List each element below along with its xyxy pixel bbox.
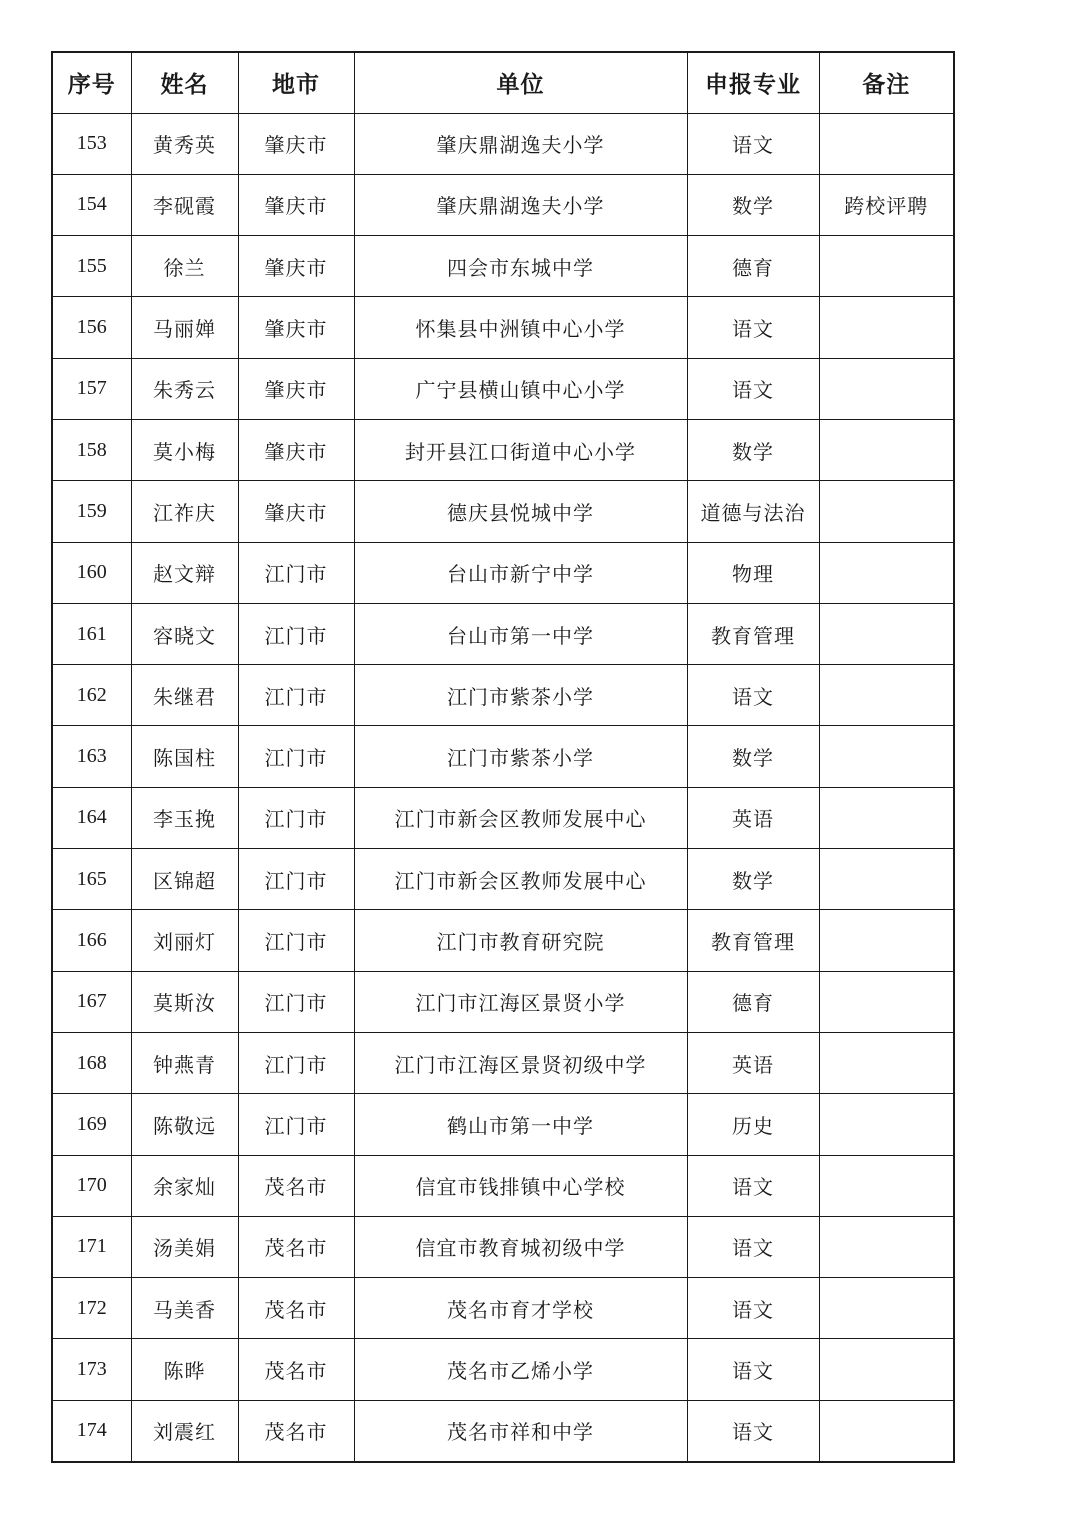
cell-note	[819, 1094, 954, 1155]
cell-unit: 茂名市育才学校	[354, 1278, 687, 1339]
table-row	[52, 910, 954, 971]
cell-index: 172	[52, 1278, 131, 1339]
cell-major: 数学	[687, 726, 819, 787]
cell-city: 茂名市	[238, 1155, 354, 1216]
cell-name: 赵文辩	[131, 542, 238, 603]
table-row	[52, 236, 954, 297]
cell-note	[819, 481, 954, 542]
cell-city: 江门市	[238, 1032, 354, 1093]
cell-unit: 鹤山市第一中学	[354, 1094, 687, 1155]
cell-note	[819, 236, 954, 297]
cell-name: 李玉挽	[131, 787, 238, 848]
cell-index: 164	[52, 787, 131, 848]
cell-city: 茂名市	[238, 1339, 354, 1400]
table-row	[52, 542, 954, 603]
cell-major: 德育	[687, 236, 819, 297]
cell-major: 数学	[687, 419, 819, 480]
cell-city: 江门市	[238, 971, 354, 1032]
cell-name: 区锦超	[131, 849, 238, 910]
cell-major: 语文	[687, 113, 819, 174]
cell-city: 肇庆市	[238, 358, 354, 419]
cell-note	[819, 1400, 954, 1461]
cell-name: 马丽婵	[131, 297, 238, 358]
cell-city: 肇庆市	[238, 236, 354, 297]
cell-index: 167	[52, 971, 131, 1032]
cell-unit: 茂名市乙烯小学	[354, 1339, 687, 1400]
cell-index: 163	[52, 726, 131, 787]
cell-note	[819, 1155, 954, 1216]
cell-major: 语文	[687, 358, 819, 419]
cell-major: 语文	[687, 1216, 819, 1277]
cell-note	[819, 1216, 954, 1277]
cell-unit: 台山市新宁中学	[354, 542, 687, 603]
cell-note	[819, 1339, 954, 1400]
cell-index: 157	[52, 358, 131, 419]
table-row	[52, 174, 954, 235]
header-city: 地市	[238, 52, 354, 113]
cell-unit: 江门市新会区教师发展中心	[354, 787, 687, 848]
cell-name: 莫小梅	[131, 419, 238, 480]
cell-note	[819, 113, 954, 174]
header-note: 备注	[819, 52, 954, 113]
cell-index: 159	[52, 481, 131, 542]
cell-city: 肇庆市	[238, 174, 354, 235]
cell-city: 肇庆市	[238, 481, 354, 542]
cell-unit: 信宜市钱排镇中心学校	[354, 1155, 687, 1216]
table-row	[52, 113, 954, 174]
table-row	[52, 297, 954, 358]
table-row	[52, 849, 954, 910]
cell-major: 教育管理	[687, 603, 819, 664]
cell-major: 物理	[687, 542, 819, 603]
header-unit: 单位	[354, 52, 687, 113]
cell-unit: 江门市紫茶小学	[354, 726, 687, 787]
cell-unit: 茂名市祥和中学	[354, 1400, 687, 1461]
cell-city: 江门市	[238, 787, 354, 848]
cell-name: 江祚庆	[131, 481, 238, 542]
cell-name: 容晓文	[131, 603, 238, 664]
table-row	[52, 603, 954, 664]
cell-name: 李砚霞	[131, 174, 238, 235]
cell-name: 刘震红	[131, 1400, 238, 1461]
cell-index: 154	[52, 174, 131, 235]
cell-unit: 江门市紫茶小学	[354, 665, 687, 726]
cell-major: 道德与法治	[687, 481, 819, 542]
cell-unit: 广宁县横山镇中心小学	[354, 358, 687, 419]
cell-unit: 肇庆鼎湖逸夫小学	[354, 113, 687, 174]
cell-note	[819, 358, 954, 419]
cell-unit: 肇庆鼎湖逸夫小学	[354, 174, 687, 235]
cell-name: 莫斯汝	[131, 971, 238, 1032]
cell-note	[819, 419, 954, 480]
cell-major: 语文	[687, 1400, 819, 1461]
cell-name: 马美香	[131, 1278, 238, 1339]
cell-note	[819, 297, 954, 358]
table-row	[52, 419, 954, 480]
cell-name: 汤美娟	[131, 1216, 238, 1277]
cell-city: 肇庆市	[238, 419, 354, 480]
cell-index: 174	[52, 1400, 131, 1461]
cell-name: 朱秀云	[131, 358, 238, 419]
header-index: 序号	[52, 52, 131, 113]
cell-major: 语文	[687, 1339, 819, 1400]
table-row	[52, 971, 954, 1032]
cell-index: 158	[52, 419, 131, 480]
cell-unit: 怀集县中洲镇中心小学	[354, 297, 687, 358]
cell-major: 德育	[687, 971, 819, 1032]
cell-note	[819, 910, 954, 971]
table-row	[52, 726, 954, 787]
cell-unit: 信宜市教育城初级中学	[354, 1216, 687, 1277]
cell-major: 英语	[687, 787, 819, 848]
cell-unit: 江门市江海区景贤小学	[354, 971, 687, 1032]
cell-major: 语文	[687, 665, 819, 726]
cell-name: 黄秀英	[131, 113, 238, 174]
cell-index: 162	[52, 665, 131, 726]
cell-name: 刘丽灯	[131, 910, 238, 971]
cell-city: 肇庆市	[238, 297, 354, 358]
table-row	[52, 1400, 954, 1461]
cell-note	[819, 542, 954, 603]
table-row	[52, 1032, 954, 1093]
header-major: 申报专业	[687, 52, 819, 113]
table-row	[52, 481, 954, 542]
cell-unit: 江门市教育研究院	[354, 910, 687, 971]
table-row	[52, 1339, 954, 1400]
cell-index: 168	[52, 1032, 131, 1093]
table-row	[52, 1155, 954, 1216]
cell-major: 数学	[687, 849, 819, 910]
cell-city: 江门市	[238, 910, 354, 971]
cell-major: 语文	[687, 1278, 819, 1339]
cell-note	[819, 971, 954, 1032]
cell-city: 江门市	[238, 1094, 354, 1155]
cell-note	[819, 665, 954, 726]
cell-major: 英语	[687, 1032, 819, 1093]
cell-note	[819, 849, 954, 910]
table-body	[52, 113, 954, 1462]
table-row	[52, 1278, 954, 1339]
cell-note	[819, 603, 954, 664]
cell-city: 江门市	[238, 603, 354, 664]
roster-table	[51, 51, 955, 1463]
cell-unit: 江门市新会区教师发展中心	[354, 849, 687, 910]
table-row	[52, 358, 954, 419]
cell-city: 茂名市	[238, 1400, 354, 1461]
cell-note	[819, 787, 954, 848]
cell-city: 茂名市	[238, 1278, 354, 1339]
cell-major: 语文	[687, 297, 819, 358]
cell-index: 165	[52, 849, 131, 910]
cell-note	[819, 1278, 954, 1339]
table-row	[52, 1094, 954, 1155]
cell-city: 江门市	[238, 849, 354, 910]
cell-major: 数学	[687, 174, 819, 235]
cell-unit: 江门市江海区景贤初级中学	[354, 1032, 687, 1093]
cell-name: 余家灿	[131, 1155, 238, 1216]
cell-major: 教育管理	[687, 910, 819, 971]
cell-city: 茂名市	[238, 1216, 354, 1277]
cell-note: 跨校评聘	[819, 174, 954, 235]
cell-index: 155	[52, 236, 131, 297]
cell-index: 169	[52, 1094, 131, 1155]
cell-index: 156	[52, 297, 131, 358]
cell-unit: 封开县江口街道中心小学	[354, 419, 687, 480]
cell-note	[819, 726, 954, 787]
cell-name: 朱继君	[131, 665, 238, 726]
cell-name: 钟燕青	[131, 1032, 238, 1093]
cell-city: 江门市	[238, 665, 354, 726]
cell-name: 陈敬远	[131, 1094, 238, 1155]
cell-unit: 四会市东城中学	[354, 236, 687, 297]
cell-note	[819, 1032, 954, 1093]
cell-index: 161	[52, 603, 131, 664]
table-row	[52, 665, 954, 726]
table-row	[52, 1216, 954, 1277]
cell-index: 153	[52, 113, 131, 174]
cell-unit: 德庆县悦城中学	[354, 481, 687, 542]
table-row	[52, 787, 954, 848]
header-row	[52, 52, 954, 113]
cell-name: 徐兰	[131, 236, 238, 297]
cell-name: 陈晔	[131, 1339, 238, 1400]
cell-unit: 台山市第一中学	[354, 603, 687, 664]
cell-index: 173	[52, 1339, 131, 1400]
cell-major: 语文	[687, 1155, 819, 1216]
table-header	[52, 52, 954, 113]
cell-major: 历史	[687, 1094, 819, 1155]
cell-city: 江门市	[238, 542, 354, 603]
cell-city: 肇庆市	[238, 113, 354, 174]
header-name: 姓名	[131, 52, 238, 113]
cell-index: 170	[52, 1155, 131, 1216]
cell-index: 160	[52, 542, 131, 603]
cell-index: 166	[52, 910, 131, 971]
cell-index: 171	[52, 1216, 131, 1277]
cell-name: 陈国柱	[131, 726, 238, 787]
cell-city: 江门市	[238, 726, 354, 787]
